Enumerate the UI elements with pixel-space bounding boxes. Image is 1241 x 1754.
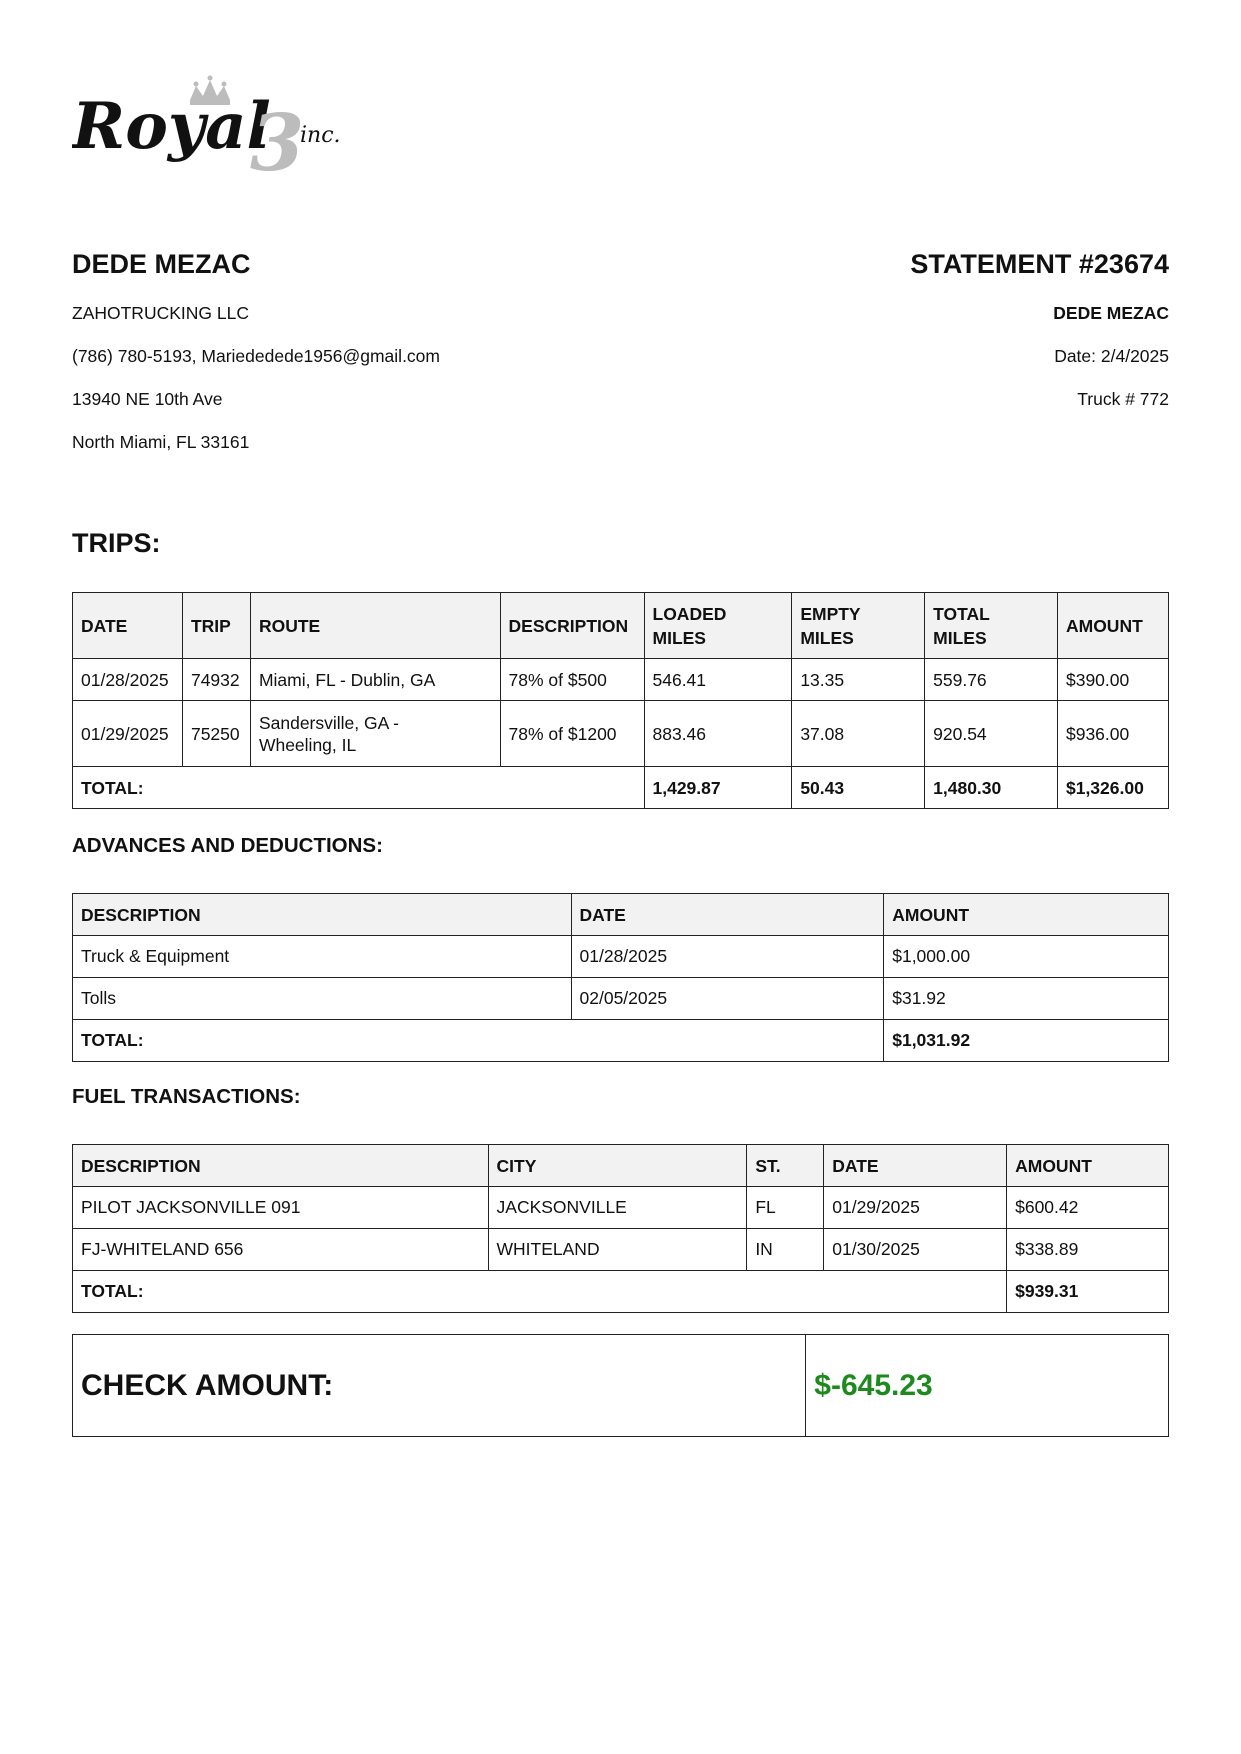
trip-date: 01/29/2025 (73, 701, 183, 767)
total-label: TOTAL: (73, 767, 645, 809)
fuel-date: 01/29/2025 (824, 1187, 1007, 1229)
trip-description: 78% of $1200 (500, 701, 644, 767)
driver-company: ZAHOTRUCKING LLC (72, 303, 249, 323)
total-loaded-miles: 1,429.87 (644, 767, 792, 809)
trip-description: 78% of $500 (500, 659, 644, 701)
logo-brand: Royal (72, 89, 271, 164)
col-city: CITY (488, 1145, 747, 1187)
trip-loaded-miles: 546.41 (644, 659, 792, 701)
advance-date: 01/28/2025 (571, 936, 884, 978)
trip-empty-miles: 37.08 (792, 701, 925, 767)
check-amount-value: $-645.23 (806, 1335, 1169, 1437)
fuel-description: FJ-WHITELAND 656 (73, 1229, 489, 1271)
trip-number: 74932 (182, 659, 250, 701)
total-amount: $939.31 (1007, 1271, 1169, 1313)
col-description: DESCRIPTION (500, 593, 644, 659)
trip-route: Miami, FL - Dublin, GA (250, 659, 500, 701)
fuel-state: IN (747, 1229, 824, 1271)
fuel-title: FUEL TRANSACTIONS: (72, 1085, 301, 1108)
total-total-miles: 1,480.30 (925, 767, 1058, 809)
driver-address-line2: North Miami, FL 33161 (72, 432, 250, 452)
check-amount-label: CHECK AMOUNT: (73, 1335, 806, 1437)
advance-date: 02/05/2025 (571, 978, 884, 1020)
col-date: DATE (571, 894, 884, 936)
table-row (73, 659, 1169, 701)
total-amount: $1,031.92 (884, 1020, 1169, 1062)
check-amount-row (73, 1335, 1169, 1437)
trip-number: 75250 (182, 701, 250, 767)
trip-total-miles: 920.54 (925, 701, 1058, 767)
driver-name: DEDE MEZAC (72, 249, 251, 279)
col-amount: AMOUNT (1057, 593, 1168, 659)
fuel-amount: $600.42 (1007, 1187, 1169, 1229)
statement-truck: Truck # 772 (1077, 389, 1169, 409)
table-header-row (73, 1145, 1169, 1187)
advances-table (72, 893, 1169, 1062)
col-trip: TRIP (182, 593, 250, 659)
total-amount: $1,326.00 (1057, 767, 1168, 809)
statement-info (910, 248, 1169, 409)
total-label: TOTAL: (73, 1271, 1007, 1313)
statement-title: STATEMENT #23674 (910, 249, 1169, 279)
fuel-description: PILOT JACKSONVILLE 091 (73, 1187, 489, 1229)
fuel-city: WHITELAND (488, 1229, 747, 1271)
table-row (73, 936, 1169, 978)
advance-description: Tolls (73, 978, 572, 1020)
driver-contact: (786) 780-5193, Mariededede1956@gmail.com (72, 346, 440, 366)
table-row (73, 701, 1169, 767)
check-amount-box (72, 1334, 1169, 1437)
col-loaded-miles: LOADED MILES (644, 593, 792, 659)
statement-driver-name: DEDE MEZAC (1053, 303, 1169, 323)
table-row (73, 1229, 1169, 1271)
trip-amount: $390.00 (1057, 659, 1168, 701)
col-amount: AMOUNT (884, 894, 1169, 936)
trip-empty-miles: 13.35 (792, 659, 925, 701)
table-total-row (73, 1271, 1169, 1313)
table-total-row (73, 767, 1169, 809)
fuel-state: FL (747, 1187, 824, 1229)
fuel-table (72, 1144, 1169, 1313)
driver-address-line1: 13940 NE 10th Ave (72, 389, 223, 409)
trip-loaded-miles: 883.46 (644, 701, 792, 767)
trips-table (72, 592, 1169, 809)
logo-numeral: 3 (250, 98, 305, 189)
col-empty-miles: EMPTY MILES (792, 593, 925, 659)
advance-description: Truck & Equipment (73, 936, 572, 978)
statement-header (72, 248, 1169, 468)
statement-date: Date: 2/4/2025 (1054, 346, 1169, 366)
royal3-logo-graphic (72, 72, 392, 192)
col-route: ROUTE (250, 593, 500, 659)
table-row (73, 1187, 1169, 1229)
logo-suffix: inc. (300, 123, 341, 148)
driver-info (72, 248, 440, 452)
trips-title: TRIPS: (72, 528, 161, 558)
table-total-row (73, 1020, 1169, 1062)
trip-amount: $936.00 (1057, 701, 1168, 767)
trip-route: Sandersville, GA - Wheeling, IL (250, 701, 500, 767)
fuel-amount: $338.89 (1007, 1229, 1169, 1271)
col-date: DATE (824, 1145, 1007, 1187)
fuel-city: JACKSONVILLE (488, 1187, 747, 1229)
trip-total-miles: 559.76 (925, 659, 1058, 701)
table-header-row (73, 593, 1169, 659)
fuel-date: 01/30/2025 (824, 1229, 1007, 1271)
total-label: TOTAL: (73, 1020, 884, 1062)
advance-amount: $31.92 (884, 978, 1169, 1020)
table-header-row (73, 894, 1169, 936)
company-logo (72, 72, 392, 192)
advances-title: ADVANCES AND DEDUCTIONS: (72, 834, 383, 857)
col-date: DATE (73, 593, 183, 659)
col-description: DESCRIPTION (73, 894, 572, 936)
trip-date: 01/28/2025 (73, 659, 183, 701)
advance-amount: $1,000.00 (884, 936, 1169, 978)
col-state: ST. (747, 1145, 824, 1187)
total-empty-miles: 50.43 (792, 767, 925, 809)
col-total-miles: TOTAL MILES (925, 593, 1058, 659)
col-amount: AMOUNT (1007, 1145, 1169, 1187)
table-row (73, 978, 1169, 1020)
col-description: DESCRIPTION (73, 1145, 489, 1187)
